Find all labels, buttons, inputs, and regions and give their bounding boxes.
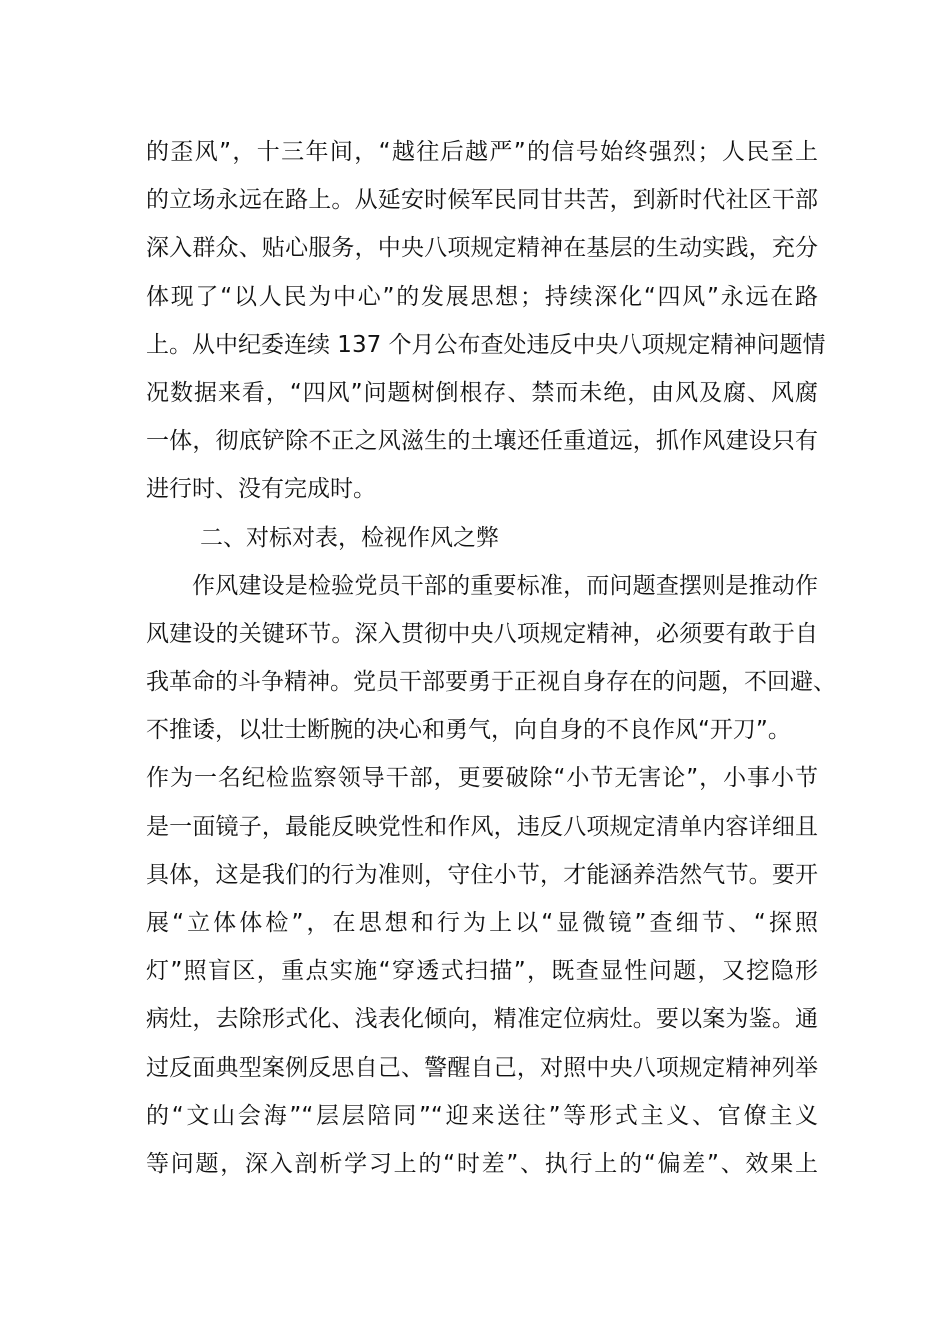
paragraph-1	[146, 128, 826, 514]
paragraph-line: 深入群众、贴心服务，中央八项规定精神在基层的生动实践，充分	[146, 235, 818, 262]
paragraph-line: 风建设的关键环节。深入贯彻中央八项规定精神，必须要有敢于自	[146, 620, 818, 647]
paragraph-line: 一体，彻底铲除不正之风滋生的土壤还任重道远，抓作风建设只有	[146, 428, 818, 455]
paragraph-line: 体现了“以人民为中心”的发展思想；持续深化“四风”永远在路	[146, 283, 818, 310]
section-heading: 二、对标对表，检视作风之弊	[200, 524, 499, 551]
paragraph-line: 是一面镜子，最能反映党性和作风，违反八项规定清单内容详细且	[146, 813, 818, 840]
paragraph-line: 等问题，深入剖析学习上的“时差”、执行上的“偏差”、效果上	[146, 1150, 818, 1177]
paragraph-line: 不推诿，以壮士断腕的决心和勇气，向自身的不良作风“开刀”。	[146, 717, 791, 744]
paragraph-line: 病灶，去除形式化、浅表化倾向，精准定位病灶。要以案为鉴。通	[146, 1006, 818, 1033]
paragraph-line: 作风建设是检验党员干部的重要标准，而问题查摆则是推动作	[192, 572, 818, 599]
paragraph-line: 我革命的斗争精神。党员干部要勇于正视自身存在的问题，不回避、	[146, 669, 836, 696]
paragraph-line: 具体，这是我们的行为准则，守住小节，才能涵养浩然气节。要开	[146, 861, 818, 888]
paragraph-2	[146, 562, 836, 1188]
paragraph-line: 的“文山会海”“层层陪同”“迎来送往”等形式主义、官僚主义	[146, 1102, 818, 1129]
paragraph-line: 进行时、没有完成时。	[146, 476, 376, 503]
paragraph-line: 作为一名纪检监察领导干部，更要破除“小节无害论”，小事小节	[146, 765, 818, 792]
paragraph-line: 灯”照盲区，重点实施“穿透式扫描”，既查显性问题，又挖隐形	[146, 958, 818, 985]
paragraph-line: 展“立体体检”，在思想和行为上以“显微镜”查细节、“探照	[146, 910, 818, 936]
paragraph-line: 过反面典型案例反思自己、警醒自己，对照中央八项规定精神列举	[146, 1054, 818, 1081]
paragraph-line: 的歪风”，十三年间，“越往后越严”的信号始终强烈；人民至上	[146, 139, 818, 165]
document-body	[146, 128, 836, 1188]
paragraph-line: 上。从中纪委连续 137 个月公布查处违反中央八项规定精神问题情	[146, 331, 826, 358]
paragraph-line: 的立场永远在路上。从延安时候军民同甘共苦，到新时代社区干部	[146, 187, 818, 214]
paragraph-line: 况数据来看，“四风”问题树倒根存、禁而未绝，由风及腐、风腐	[146, 379, 818, 406]
